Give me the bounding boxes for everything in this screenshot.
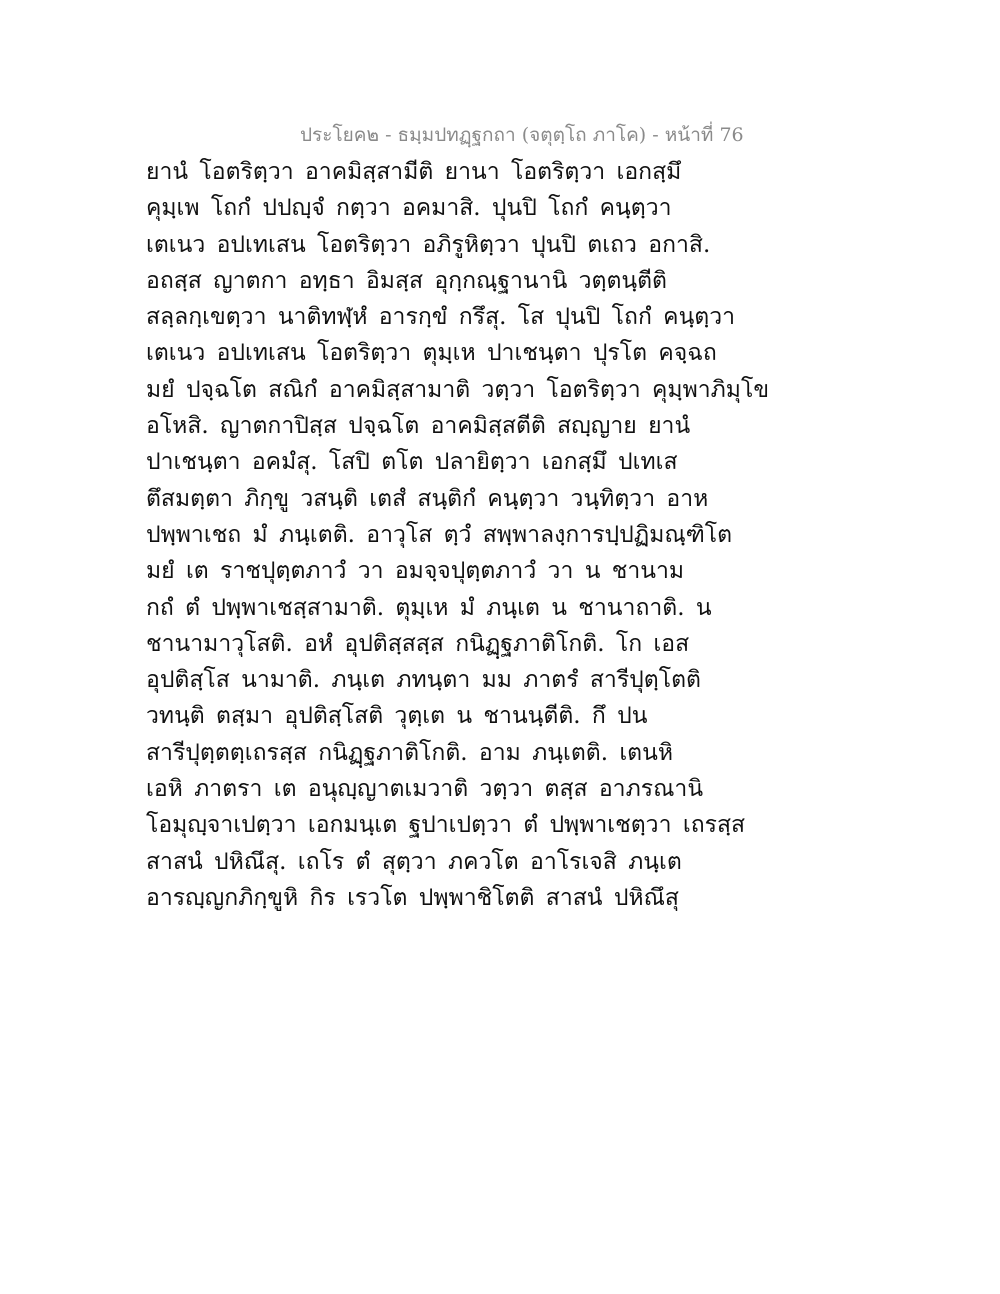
text-line: คุมฺเพ โถกํ ปปญฺจํ กตฺวา อคมาสิ. ปุนปิ โถกํ คนฺตฺวา xyxy=(146,195,672,222)
text-line: ตึสมตฺตา ภิกฺขู วสนฺติ เตสํ สนฺติกํ คนฺตฺวา วนฺทิตฺวา อาห xyxy=(146,485,709,512)
text-line: อโหสิ. ญาตกาปิสฺส ปจฺฉโต อาคมิสฺสตีติ สญฺญาย ยานํ xyxy=(146,413,691,440)
text-line: อารญฺญกภิกฺขูหิ กิร เรวโต ปพฺพาชิโตติ สาสนํ ปหิณึสุ xyxy=(146,884,679,911)
text-line: มยํ ปจฺฉโต สณิกํ อาคมิสฺสามาติ วตฺวา โอตริตฺวา คุมฺพาภิมุโข xyxy=(146,376,770,403)
text-line: ยานํ โอตริตฺวา อาคมิสฺสามีติ ยานา โอตริตฺวา เอกสฺมึ xyxy=(146,159,682,185)
text-line: มยํ เต ราชปุตฺตภาวํ วา อมจฺจปุตฺตภาวํ วา น ชานาม xyxy=(146,558,685,585)
text-line: อุปติสฺโส นามาติ. ภนฺเต ภทนฺตา มม ภาตรํ สารีปุตฺโตติ xyxy=(146,667,701,694)
text-line: โอมุญฺจาเปตฺวา เอกมนฺเต ฐปาเปตฺวา ตํ ปพฺพาเชตฺวา เถรสฺส xyxy=(146,812,746,839)
body-text xyxy=(146,154,770,916)
text-line: เตเนว อปเทเสน โอตริตฺวา อภิรูหิตฺวา ปุนปิ ตเถว อกาสิ. xyxy=(146,231,711,258)
text-line: วทนฺติ ตสฺมา อุปติสฺโสติ วุตฺเต น ชานนฺตีติ. กึ ปน xyxy=(146,703,648,730)
text-line: สารีปุตฺตตฺเถรสฺส กนิฏฺฐภาติโกติ. อาม ภนฺเตติ. เตนหิ xyxy=(146,739,673,766)
text-line: สาสนํ ปหิณึสุ. เถโร ตํ สุตฺวา ภควโต อาโรเจสิ ภนฺเต xyxy=(146,848,682,875)
text-line: เตเนว อปเทเสน โอตริตฺวา ตุมฺเห ปาเชนฺตา ปุรโต คจฺฉถ xyxy=(146,340,717,367)
text-line: ชานามาวุโสติ. อหํ อุปติสฺสสฺส กนิฏฺฐภาติโกติ. โก เอส xyxy=(146,630,690,657)
text-line: ปาเชนฺตา อคมํสุ. โสปิ ตโต ปลายิตฺวา เอกสฺมึ ปเทเส xyxy=(146,449,678,476)
text-line: ปพฺพาเชถ มํ ภนฺเตติ. อาวุโส ตฺวํ สพฺพาลงฺการปฺปฏิมณฺฑิโต xyxy=(146,521,733,548)
text-line: อถสฺส ญาตกา อทฺธา อิมสฺส อุกฺกณฺฐานานิ วตฺตนฺตีติ xyxy=(146,267,667,294)
text-line: เอหิ ภาตรา เต อนุญฺญาตเมวาติ วตฺวา ตสฺส อาภรณานิ xyxy=(146,776,704,803)
page-header: ประโยค๒ - ธมฺมปทฏฺฐกถา (จตุตฺโถ ภาโค) - หน้าที่ 76 xyxy=(300,124,744,146)
text-line: สลฺลกฺเขตฺวา นาติทฬฺหํ อารกฺขํ กรึสุ. โส ปุนปิ โถกํ คนฺตฺวา xyxy=(146,304,736,331)
text-line: กถํ ตํ ปพฺพาเชสฺสามาติ. ตุมฺเห มํ ภนฺเต น ชานาถาติ. น xyxy=(146,594,712,621)
